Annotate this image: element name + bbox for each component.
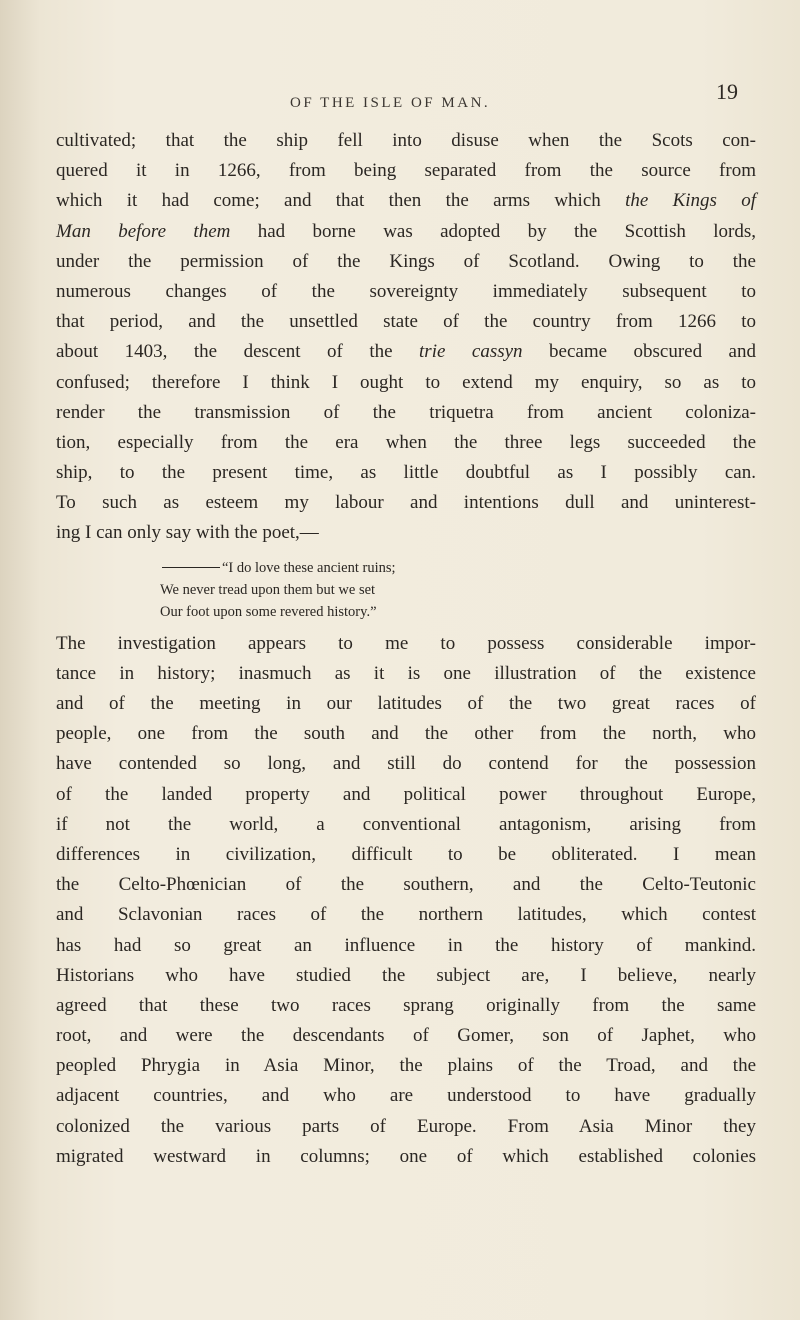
text-line: colonized the various parts of Europe. From Asia Minor they [56, 1115, 756, 1137]
text-line: root, and were the descendants of Gomer, son of Japhet, who [56, 1025, 756, 1047]
paragraph-1 [56, 126, 756, 549]
text-line: cultivated; that the ship fell into disuse when the Scots con- [56, 130, 756, 151]
text-line: To such as esteem my labour and intentions dull and uninterest- [56, 492, 756, 514]
quote-line: “I do love these ancient ruins; [56, 557, 756, 579]
text-line: of the landed property and political power throughout Europe, [56, 783, 756, 805]
text-line: migrated westward in columns; one of which established colonies [56, 1145, 756, 1167]
text-line: peopled Phrygia in Asia Minor, the plains of the Troad, and the [56, 1055, 756, 1077]
text-line: about 1403, the descent of the trie cassyn became obscured and [56, 341, 756, 363]
text-line: numerous changes of the sovereignty immediately subsequent to [56, 280, 756, 302]
italic-phrase: trie cassyn [419, 341, 523, 363]
text-line: ing I can only say with the poet,— [56, 522, 319, 544]
italic-phrase: the Kings of [625, 190, 756, 212]
running-head: OF THE ISLE OF MAN. [290, 95, 491, 111]
text-line: has had so great an influence in the history of mankind. [56, 934, 756, 956]
text-line: have contended so long, and still do contend for the possession [56, 753, 756, 775]
text-line: render the transmission of the triquetra from ancient coloniza- [56, 401, 756, 423]
paragraph-2 [56, 629, 756, 1172]
text-line: and Sclavonian races of the northern latitudes, which contest [56, 904, 756, 926]
text-line: which it had come; and that then the arms which the Kings of [56, 190, 756, 212]
quote-line: We never tread upon them but we set [160, 581, 376, 598]
page-header [0, 79, 800, 125]
text-line: that period, and the unsettled state of the country from 1266 to [56, 311, 756, 333]
em-rule [162, 567, 220, 568]
text-line: The investigation appears to me to possess considerable impor- [56, 632, 756, 654]
text-line: if not the world, a conventional antagonism, arising from [56, 813, 756, 835]
text-line: Man before them had borne was adopted by the Scottish lords, [56, 220, 756, 242]
text-line: and of the meeting in our latitudes of the two great races of [56, 693, 756, 714]
text-line: people, one from the south and the other from the north, who [56, 723, 756, 745]
text-line: agreed that these two races sprang originally from the same [56, 994, 756, 1016]
quote-line: Our foot upon some revered history.” [160, 603, 377, 620]
text-line: ship, to the present time, as little doubtful as I possibly can. [56, 462, 756, 484]
text-line: quered it in 1266, from being separated from the source from [56, 160, 756, 182]
text-line: tance in history; inasmuch as it is one illustration of the existence [56, 662, 756, 684]
text-line: differences in civilization, difficult to be obliterated. I mean [56, 843, 756, 865]
text-line: confused; therefore I think I ought to extend my enquiry, so as to [56, 371, 756, 393]
text-line: adjacent countries, and who are understood to have gradually [56, 1085, 756, 1107]
text-line: Historians who have studied the subject are, I believe, nearly [56, 964, 756, 986]
text-line: the Celto-Phœnician of the southern, and the Celto-Teutonic [56, 874, 756, 896]
body-text [56, 126, 756, 1172]
page-number: 19 [716, 79, 738, 104]
italic-phrase: Man before them [56, 220, 231, 242]
text-line: under the permission of the Kings of Scotland. Owing to the [56, 250, 756, 272]
poetry-quote [56, 557, 756, 623]
text-line: tion, especially from the era when the three legs succeeded the [56, 431, 756, 453]
